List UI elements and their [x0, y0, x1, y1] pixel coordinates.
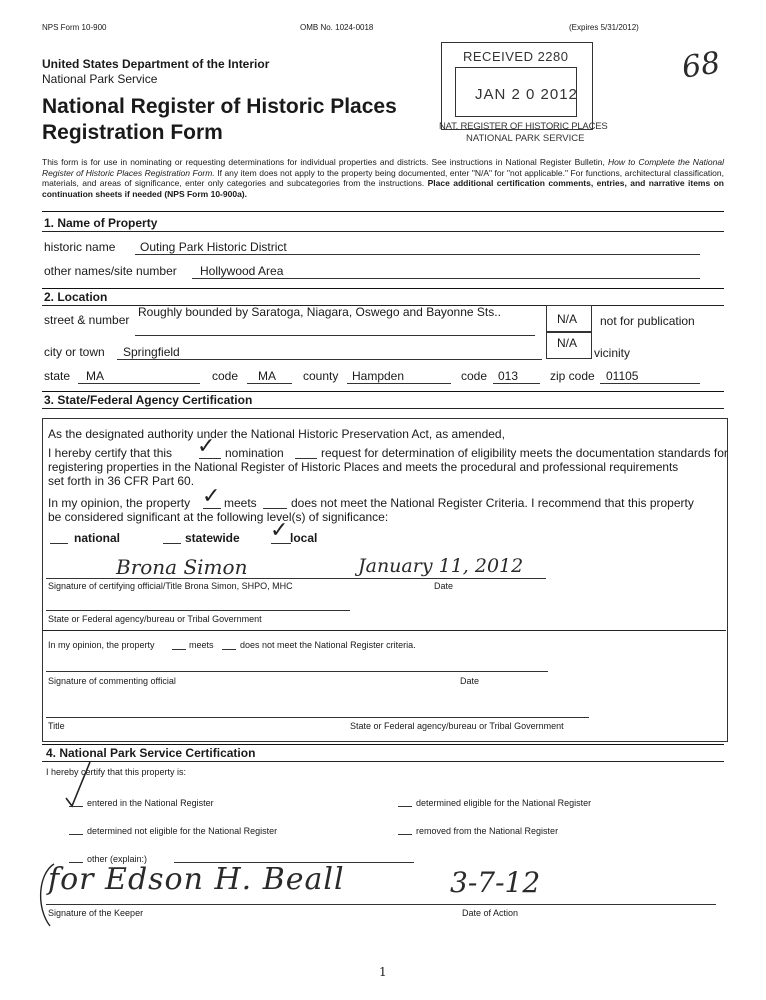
county-value[interactable]: Hampden: [352, 369, 405, 383]
agency-label: State or Federal agency/bureau or Tribal Government: [48, 614, 262, 624]
vicinity-label: vicinity: [594, 346, 631, 360]
page-number: 1: [379, 965, 387, 979]
cert-para2-c: request for determination of eligibility meets the documentation standards for: [321, 446, 728, 460]
keeper-signature: for Edson H. Beall: [48, 862, 345, 897]
cert-para2-b: nomination: [225, 446, 284, 460]
cert-para3-d: be considered significant at the following level(s) of significance:: [48, 510, 389, 524]
historic-name-label: historic name: [44, 240, 116, 254]
option-not-eligible[interactable]: determined not eligible for the National Register: [87, 826, 278, 836]
intro-paragraph: This form is for use in nominating or requesting determinations for individual properties and districts. See instructions in National Register Bulletin, How to Complete the National Register of Historic Places Registration Form. If any item does not apply to the property being documented, enter "N/A" for "not applicable." For functions, architectural classification, materials, and areas of significance, enter only categories and subcategories from the instructions. Place additional certification comments, entries, and narrative items on continuation sheets if needed (NPS Form 10-900a).: [42, 157, 724, 199]
form-number: NPS Form 10-900: [42, 23, 107, 32]
cert-para3-b: meets: [224, 496, 257, 510]
agency2-label: State or Federal agency/bureau or Tribal Government: [350, 721, 564, 731]
opinion-c: does not meet the National Register criteria.: [240, 640, 416, 650]
county-label: county: [303, 369, 339, 383]
zip-value[interactable]: 01105: [606, 369, 639, 383]
level-statewide[interactable]: statewide: [185, 531, 240, 545]
omb-number: OMB No. 1024-0018: [300, 23, 374, 32]
county-code-value[interactable]: 013: [498, 369, 519, 383]
state-value[interactable]: MA: [86, 369, 104, 383]
certifying-date: January 11, 2012: [358, 555, 524, 577]
option-entered[interactable]: entered in the National Register: [87, 798, 214, 808]
meets-check-icon[interactable]: ✓: [202, 484, 221, 509]
other-names-value[interactable]: Hollywood Area: [200, 264, 284, 278]
section2-title: 2. Location: [44, 290, 108, 304]
na-publication-value[interactable]: N/A: [557, 312, 578, 326]
stamp-received: RECEIVED 2280: [463, 49, 569, 64]
service-name: National Park Service: [42, 72, 158, 86]
certifying-signature: Brona Simon: [116, 555, 248, 579]
certifying-signature-label: Signature of certifying official/Title Brona Simon, SHPO, MHC: [48, 581, 293, 591]
state-label: state: [44, 369, 71, 383]
commenting-signature-label: Signature of commenting official: [48, 676, 176, 686]
nomination-check-icon[interactable]: ✓: [197, 434, 216, 459]
department-name: United States Department of the Interior: [42, 57, 270, 71]
na-vicinity-value[interactable]: N/A: [557, 336, 578, 350]
opinion-b: meets: [189, 640, 214, 650]
certifying-date-label: Date: [434, 581, 454, 591]
local-check-icon[interactable]: ✓: [270, 518, 289, 543]
opinion-a: In my opinion, the property: [48, 640, 155, 650]
street-label: street & number: [44, 313, 130, 327]
level-national[interactable]: national: [74, 531, 121, 545]
cert-para2-a: I hereby certify that this: [48, 446, 173, 460]
county-code-label: code: [461, 369, 488, 383]
level-local[interactable]: local: [290, 531, 318, 545]
section1-title: 1. Name of Property: [44, 216, 158, 230]
action-date: 3-7-12: [450, 866, 541, 899]
historic-name-value[interactable]: Outing Park Historic District: [140, 240, 287, 254]
cert-para1: As the designated authority under the National Historic Preservation Act, as amended,: [48, 427, 505, 441]
form-title-line2: Registration Form: [42, 121, 223, 144]
option-eligible[interactable]: determined eligible for the National Register: [416, 798, 592, 808]
section4-title: 4. National Park Service Certification: [46, 746, 256, 760]
cert-para2-d: registering properties in the National Register of Historic Places and meets the procedural and professional requirements: [48, 460, 679, 474]
section3-title: 3. State/Federal Agency Certification: [44, 393, 253, 407]
received-stamp: [437, 40, 608, 150]
page-mark: 68: [679, 45, 723, 86]
cert-para3-a: In my opinion, the property: [48, 496, 191, 510]
other-names-label: other names/site number: [44, 264, 177, 278]
action-date-label: Date of Action: [462, 908, 519, 918]
state-code-value[interactable]: MA: [258, 369, 276, 383]
city-label: city or town: [44, 345, 105, 359]
commenting-date-label: Date: [460, 676, 480, 686]
cert-para3-c: does not meet the National Register Criteria. I recommend that this property: [291, 496, 694, 510]
stamp-line1: NAT. REGISTER OF HISTORIC PLACES: [439, 121, 608, 132]
form-title-line1: National Register of Historic Places: [42, 95, 397, 118]
title-label: Title: [48, 721, 65, 731]
state-code-label: code: [212, 369, 239, 383]
option-removed[interactable]: removed from the National Register: [416, 826, 559, 836]
street-value[interactable]: Roughly bounded by Saratoga, Niagara, Oswego and Bayonne Sts..: [138, 305, 501, 319]
stamp-line2: NATIONAL PARK SERVICE: [466, 133, 585, 144]
option-other[interactable]: other (explain:): [87, 854, 148, 864]
expires-date: (Expires 5/31/2012): [569, 23, 639, 32]
cert-para2-e: set forth in 36 CFR Part 60.: [48, 474, 195, 488]
keeper-label: Signature of the Keeper: [48, 908, 144, 918]
city-value[interactable]: Springfield: [123, 345, 180, 359]
stamp-date: JAN 2 0 2012: [475, 86, 578, 103]
zip-label: zip code: [550, 369, 595, 383]
not-for-publication-label: not for publication: [600, 314, 695, 328]
nps-intro: I hereby certify that this property is:: [46, 767, 187, 777]
